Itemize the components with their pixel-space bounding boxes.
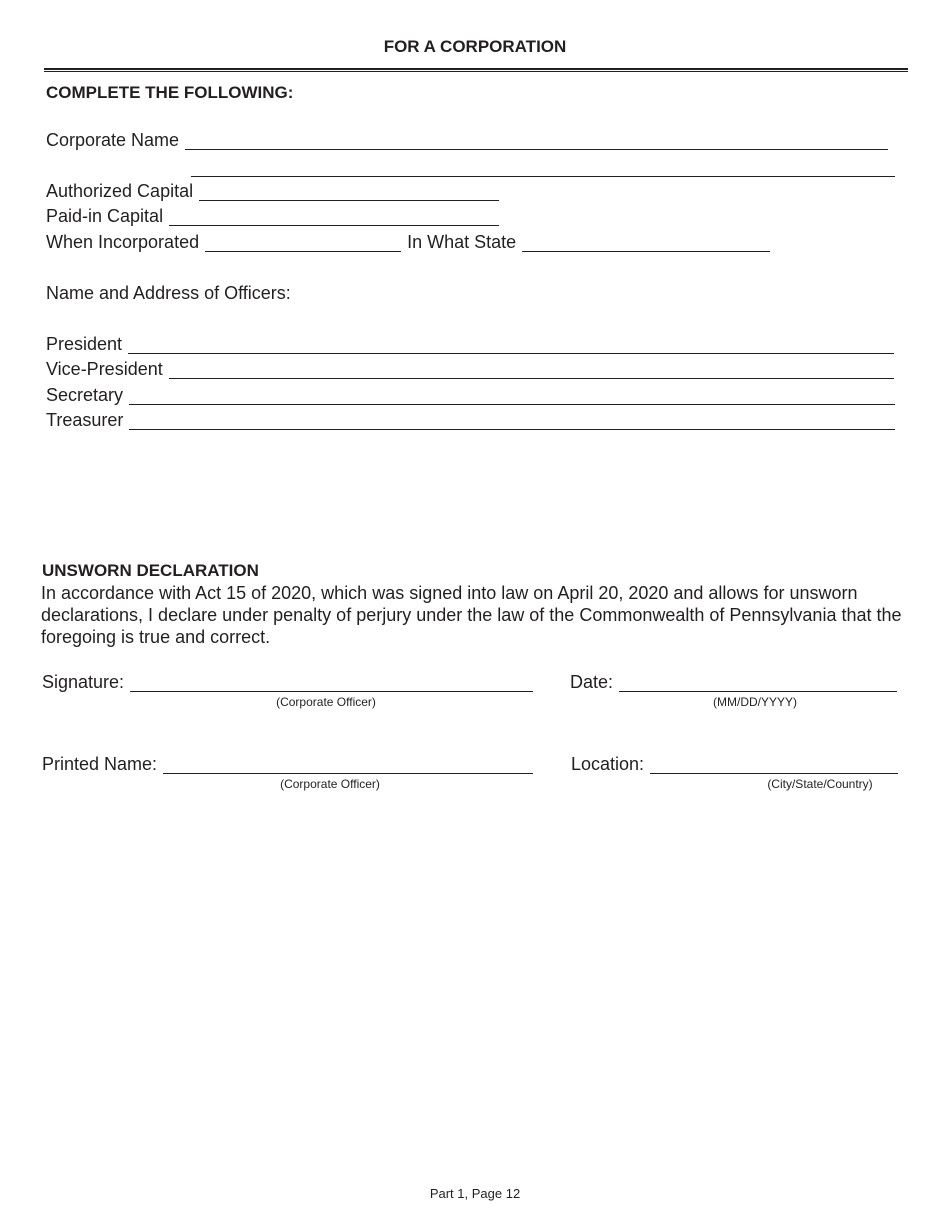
- location-row: [571, 754, 898, 774]
- treasurer-label: Treasurer: [46, 410, 124, 430]
- signature-row: [42, 672, 533, 692]
- date-row: [570, 672, 897, 692]
- president-row: [46, 334, 894, 354]
- in-what-state-label: In What State: [407, 232, 517, 252]
- paid-in-capital-row: [46, 206, 499, 226]
- officers-heading: Name and Address of Officers:: [46, 283, 291, 303]
- vice-president-row: [46, 359, 894, 379]
- president-label: President: [46, 334, 123, 354]
- declaration-heading: UNSWORN DECLARATION: [42, 561, 259, 580]
- location-field[interactable]: [650, 757, 898, 774]
- paid-in-capital-field[interactable]: [169, 209, 499, 226]
- date-label: Date:: [570, 672, 614, 692]
- president-field[interactable]: [128, 337, 894, 354]
- vice-president-field[interactable]: [169, 362, 894, 379]
- printed-name-row: [42, 754, 533, 774]
- complete-heading: COMPLETE THE FOLLOWING:: [46, 83, 294, 102]
- location-label: Location:: [571, 754, 645, 774]
- secretary-label: Secretary: [46, 385, 124, 405]
- printed-name-hint: (Corporate Officer): [280, 777, 380, 791]
- authorized-capital-label: Authorized Capital: [46, 181, 194, 201]
- corporate-name-label: Corporate Name: [46, 130, 180, 150]
- vice-president-label: Vice-President: [46, 359, 163, 379]
- declaration-text: In accordance with Act 15 of 2020, which was signed into law on April 20, 2020 and allows for unsworn declarations, I declare under penalty of perjury under the law of the Commonwealth of Pennsylvania that the foregoing is true and correct.: [41, 583, 902, 647]
- title-rule-thick: [44, 68, 908, 70]
- signature-field[interactable]: [130, 675, 533, 692]
- page-title: FOR A CORPORATION: [383, 37, 567, 56]
- corporate-name-field-line2[interactable]: [191, 160, 895, 177]
- signature-label: Signature:: [42, 672, 125, 692]
- secretary-row: [46, 385, 895, 405]
- date-field[interactable]: [619, 675, 897, 692]
- treasurer-field[interactable]: [129, 413, 895, 430]
- printed-name-label: Printed Name:: [42, 754, 158, 774]
- signature-hint: (Corporate Officer): [276, 695, 376, 709]
- date-hint: (MM/DD/YYYY): [713, 695, 797, 709]
- in-what-state-field[interactable]: [522, 235, 770, 252]
- secretary-field[interactable]: [129, 388, 895, 405]
- authorized-capital-field[interactable]: [199, 184, 499, 201]
- location-hint: (City/State/Country): [767, 777, 873, 791]
- incorporation-row: [46, 232, 770, 252]
- paid-in-capital-label: Paid-in Capital: [46, 206, 164, 226]
- when-incorporated-field[interactable]: [205, 235, 401, 252]
- page-number: Part 1, Page 12: [429, 1186, 521, 1201]
- printed-name-field[interactable]: [163, 757, 533, 774]
- authorized-capital-row: [46, 181, 499, 201]
- treasurer-row: [46, 410, 895, 430]
- corporate-name-row: [46, 130, 888, 150]
- when-incorporated-label: When Incorporated: [46, 232, 200, 252]
- corporate-name-field[interactable]: [185, 133, 888, 150]
- title-rule-thin: [44, 71, 908, 72]
